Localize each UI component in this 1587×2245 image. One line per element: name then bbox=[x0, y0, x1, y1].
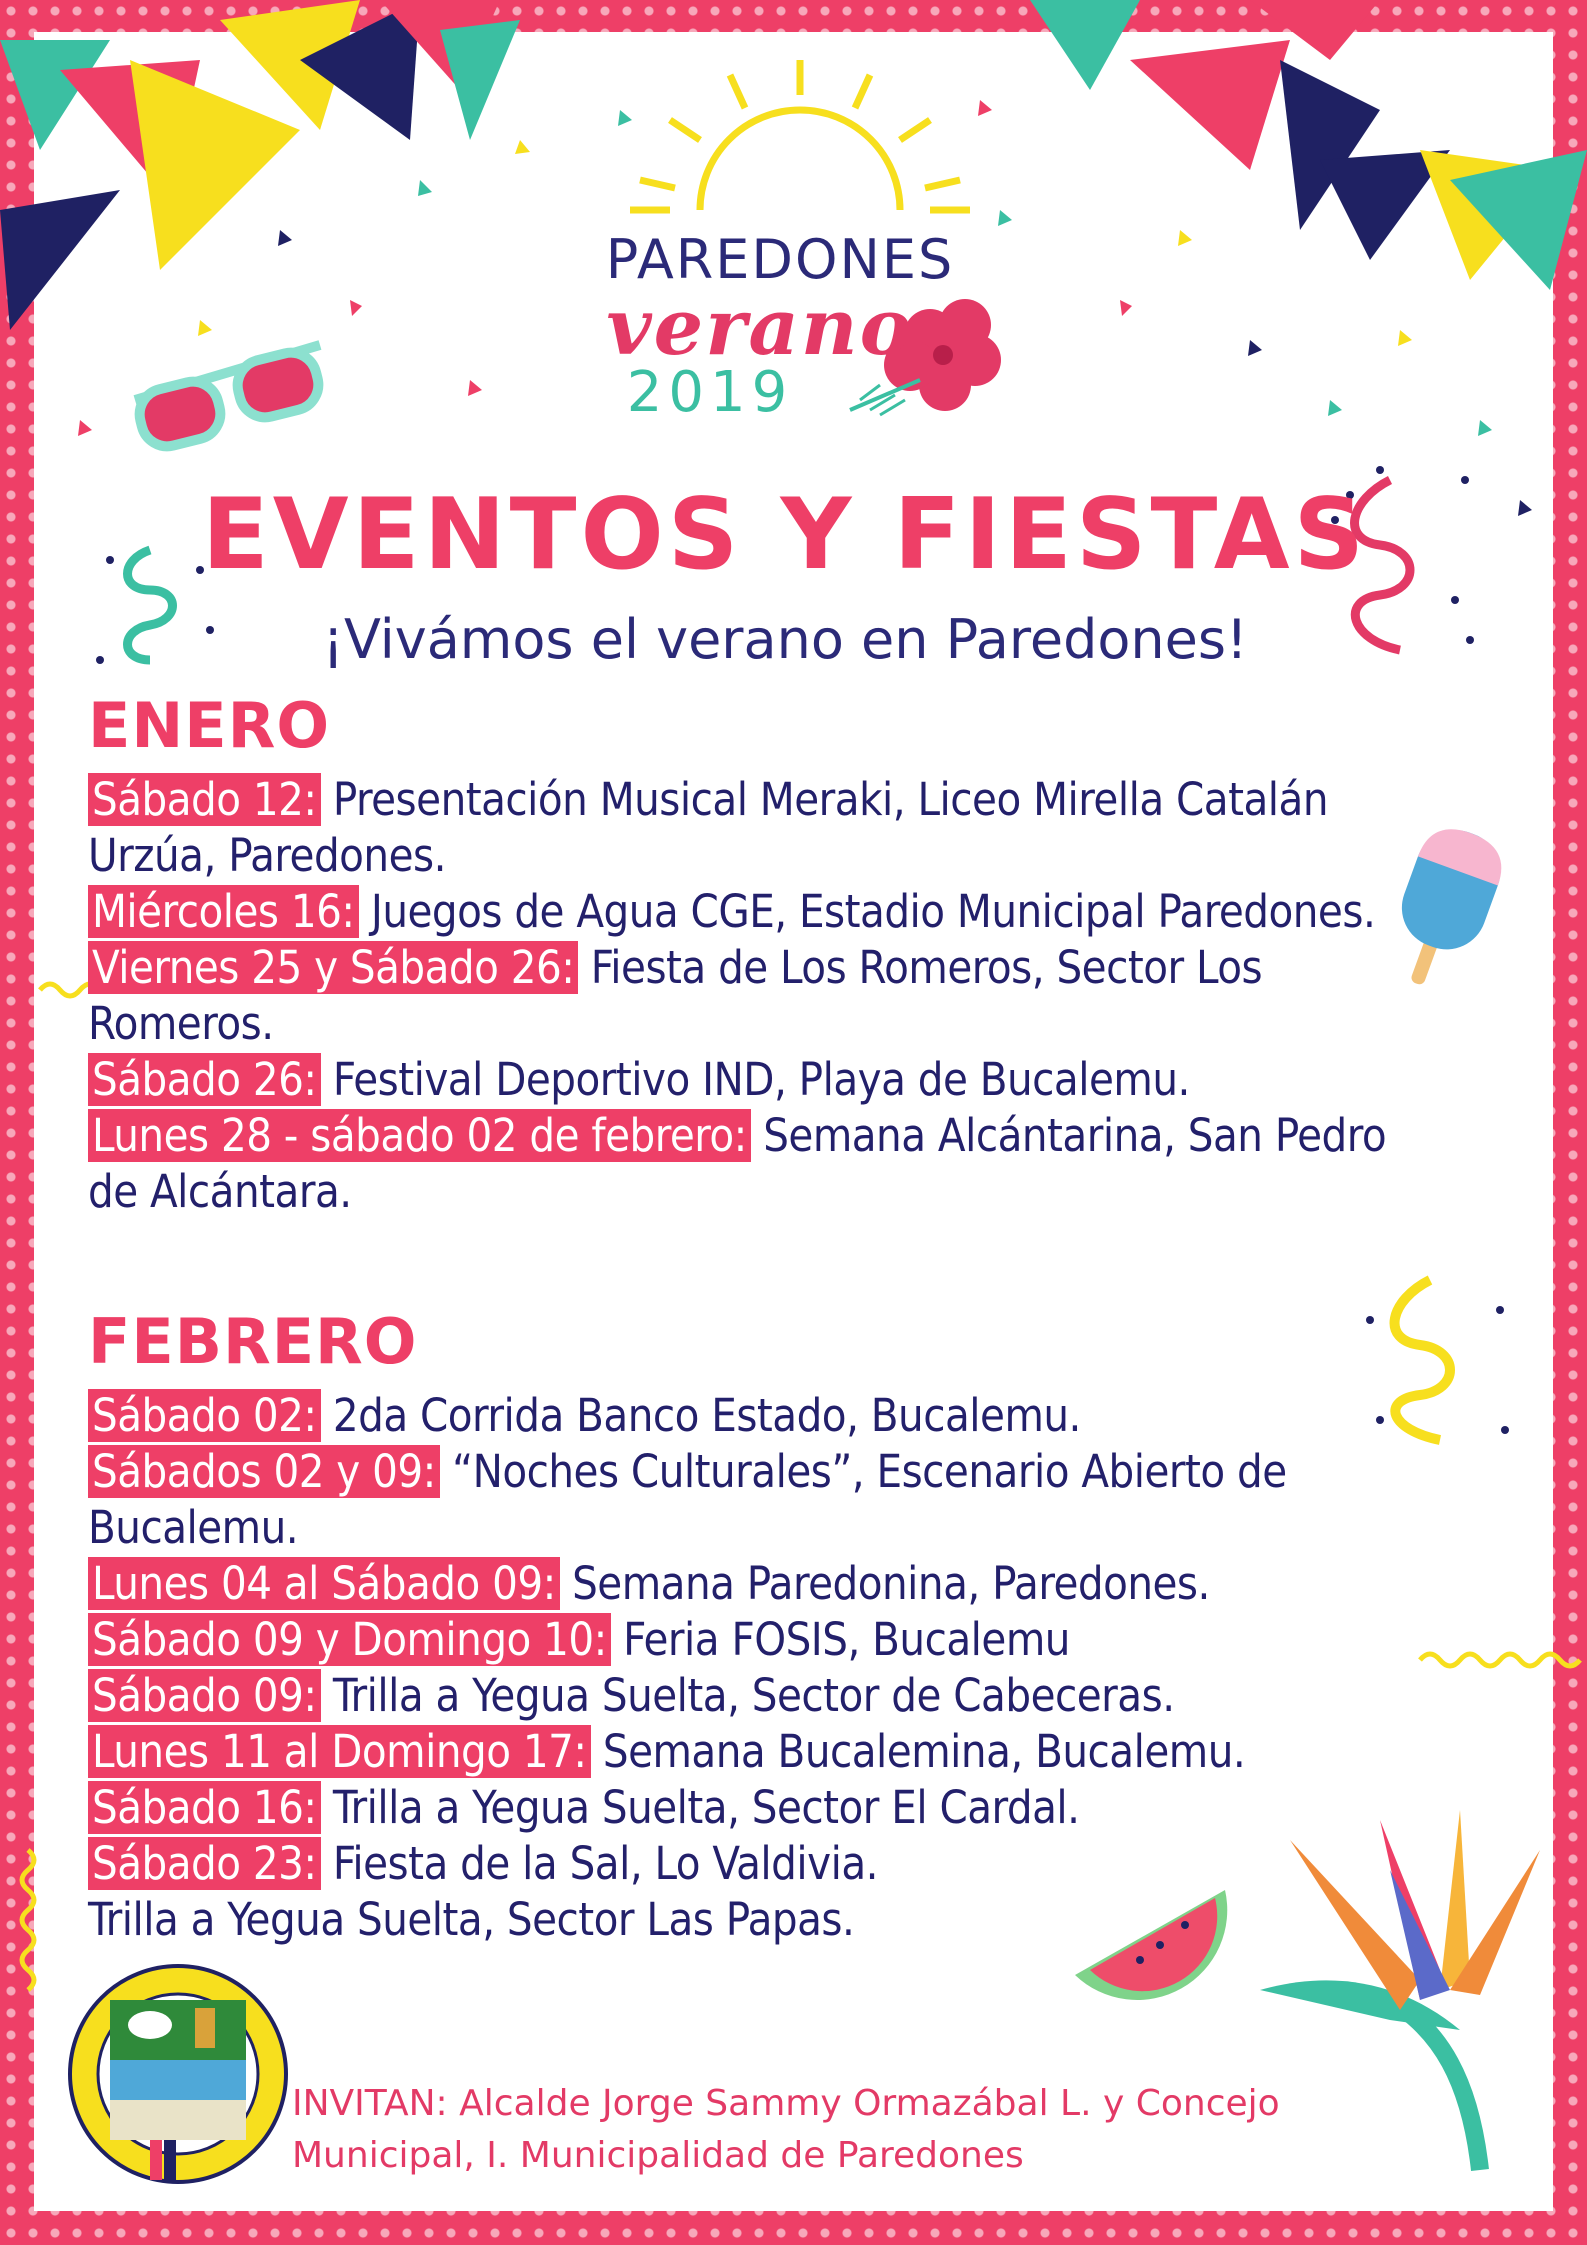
sunglasses-icon bbox=[134, 345, 324, 452]
sun-icon bbox=[630, 60, 970, 210]
footer-line-1: INVITAN: Alcalde Jorge Sammy Ormazábal L. y Concejo bbox=[292, 2083, 1280, 2124]
event-item bbox=[88, 1836, 1448, 1892]
event-text: Presentación Musical Meraki, Liceo Mirella Catalán Urzúa, Paredones. bbox=[88, 773, 1328, 882]
event-item bbox=[88, 772, 1448, 884]
event-date: Sábados 02 y 09: bbox=[88, 1445, 440, 1498]
streamer-icon-left bbox=[128, 550, 173, 660]
event-item bbox=[88, 1724, 1448, 1780]
event-item bbox=[88, 1052, 1448, 1108]
event-date: Sábado 16: bbox=[88, 1781, 321, 1834]
brand-tagline: verano bbox=[606, 282, 914, 373]
event-text: Trilla a Yegua Suelta, Sector Las Papas. bbox=[88, 1893, 855, 1946]
event-text: Juegos de Agua CGE, Estadio Municipal Paredones. bbox=[370, 885, 1376, 938]
brand-year: 2019 bbox=[626, 360, 794, 425]
event-text: Trilla a Yegua Suelta, Sector de Cabeceras. bbox=[332, 1669, 1175, 1722]
event-item bbox=[88, 1388, 1448, 1444]
event-date: Viernes 25 y Sábado 26: bbox=[88, 941, 578, 994]
event-date: Lunes 04 al Sábado 09: bbox=[88, 1557, 560, 1610]
event-item bbox=[88, 1444, 1448, 1556]
section-heading: FEBRERO bbox=[88, 1305, 418, 1378]
event-text: Semana Paredonina, Paredones. bbox=[572, 1557, 1210, 1610]
event-item bbox=[88, 1556, 1448, 1612]
poster-subtitle: ¡Vivámos el verano en Paredones! bbox=[322, 608, 1248, 671]
section-heading: ENERO bbox=[88, 689, 331, 762]
event-text: Trilla a Yegua Suelta, Sector El Cardal. bbox=[332, 1781, 1080, 1834]
section-febrero bbox=[88, 1306, 1448, 1948]
event-date: Sábado 26: bbox=[88, 1053, 321, 1106]
poster-title: EVENTOS Y FIESTAS bbox=[201, 478, 1369, 592]
event-date: Lunes 28 - sábado 02 de febrero: bbox=[88, 1109, 751, 1162]
event-date: Sábado 02: bbox=[88, 1389, 321, 1442]
event-text: Festival Deportivo IND, Playa de Bucalemu. bbox=[332, 1053, 1190, 1106]
event-date: Sábado 09 y Domingo 10: bbox=[88, 1613, 611, 1666]
event-item bbox=[88, 1892, 1448, 1948]
event-text: 2da Corrida Banco Estado, Bucalemu. bbox=[332, 1389, 1081, 1442]
event-item bbox=[88, 1612, 1448, 1668]
event-text: Fiesta de Los Romeros, Sector Los Romeros. bbox=[88, 941, 1263, 1050]
event-text: “Noches Culturales”, Escenario Abierto de Bucalemu. bbox=[88, 1445, 1287, 1554]
event-text: Feria FOSIS, Bucalemu bbox=[623, 1613, 1070, 1666]
bunting-flags-right bbox=[1030, 0, 1587, 290]
event-text: Fiesta de la Sal, Lo Valdivia. bbox=[332, 1837, 878, 1890]
event-date: Sábado 12: bbox=[88, 773, 321, 826]
event-date: Miércoles 16: bbox=[88, 885, 359, 938]
event-date: Sábado 23: bbox=[88, 1837, 321, 1890]
footer-credits bbox=[292, 2078, 1342, 2182]
event-item bbox=[88, 1780, 1448, 1836]
event-item bbox=[88, 940, 1448, 1052]
event-item bbox=[88, 1668, 1448, 1724]
event-text: Semana Bucalemina, Bucalemu. bbox=[602, 1725, 1246, 1778]
bunting-flags-left bbox=[0, 0, 520, 330]
event-item bbox=[88, 884, 1448, 940]
event-text: Semana Alcántarina, San Pedro de Alcántara. bbox=[88, 1109, 1387, 1218]
brand-name: PAREDONES bbox=[605, 228, 955, 291]
footer-line-2: Municipal, I. Municipalidad de Paredones bbox=[292, 2135, 1024, 2176]
coat-of-arms-emblem bbox=[70, 1966, 286, 2182]
section-enero bbox=[88, 690, 1448, 1220]
event-item bbox=[88, 1108, 1448, 1220]
event-date: Sábado 09: bbox=[88, 1669, 321, 1722]
event-date: Lunes 11 al Domingo 17: bbox=[88, 1725, 591, 1778]
